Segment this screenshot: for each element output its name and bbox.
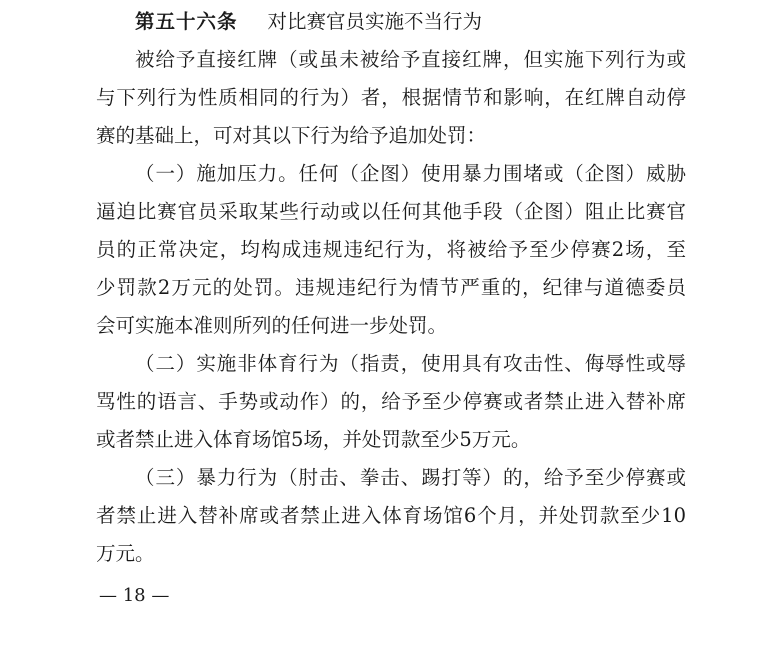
- paragraph-line: 或者禁止进入体育场馆5场，并处罚款至少5万元。: [96, 428, 531, 451]
- paragraph-line: 被给予直接红牌（或虽未被给予直接红牌，但实施下列行为或: [135, 48, 686, 71]
- article-number: 第五十六条: [135, 10, 238, 33]
- paragraph-line: 者禁止进入替补席或者禁止进入体育场馆6个月，并处罚款至少10: [96, 504, 686, 527]
- article-heading: [135, 9, 686, 35]
- article-title: 对比赛官员实施不当行为: [267, 10, 483, 33]
- paragraph-line: （一）施加压力。任何（企图）使用暴力围堵或（企图）威胁: [135, 162, 686, 185]
- paragraph-line: 与下列行为性质相同的行为）者，根据情节和影响，在红牌自动停: [96, 86, 686, 109]
- paragraph-line: 逼迫比赛官员采取某些行动或以任何其他手段（企图）阻止比赛官: [96, 200, 686, 223]
- paragraph-line: 员的正常决定，均构成违规违纪行为，将被给予至少停赛2场，至: [96, 238, 686, 261]
- page-number: — 18 —: [99, 585, 170, 606]
- paragraph-line: （三）暴力行为（肘击、拳击、踢打等）的，给予至少停赛或: [135, 466, 686, 489]
- paragraph-line: （二）实施非体育行为（指责，使用具有攻击性、侮辱性或辱: [135, 352, 686, 375]
- paragraph-line: 万元。: [96, 542, 155, 565]
- paragraph-line: 少罚款2万元的处罚。违规违纪行为情节严重的，纪律与道德委员: [96, 276, 686, 299]
- paragraph-line: 骂性的语言、手势或动作）的，给予至少停赛或者禁止进入替补席: [96, 390, 686, 413]
- paragraph-line: 会可实施本准则所列的任何进一步处罚。: [96, 314, 448, 337]
- paragraph-line: 赛的基础上，可对其以下行为给予追加处罚：: [96, 124, 487, 147]
